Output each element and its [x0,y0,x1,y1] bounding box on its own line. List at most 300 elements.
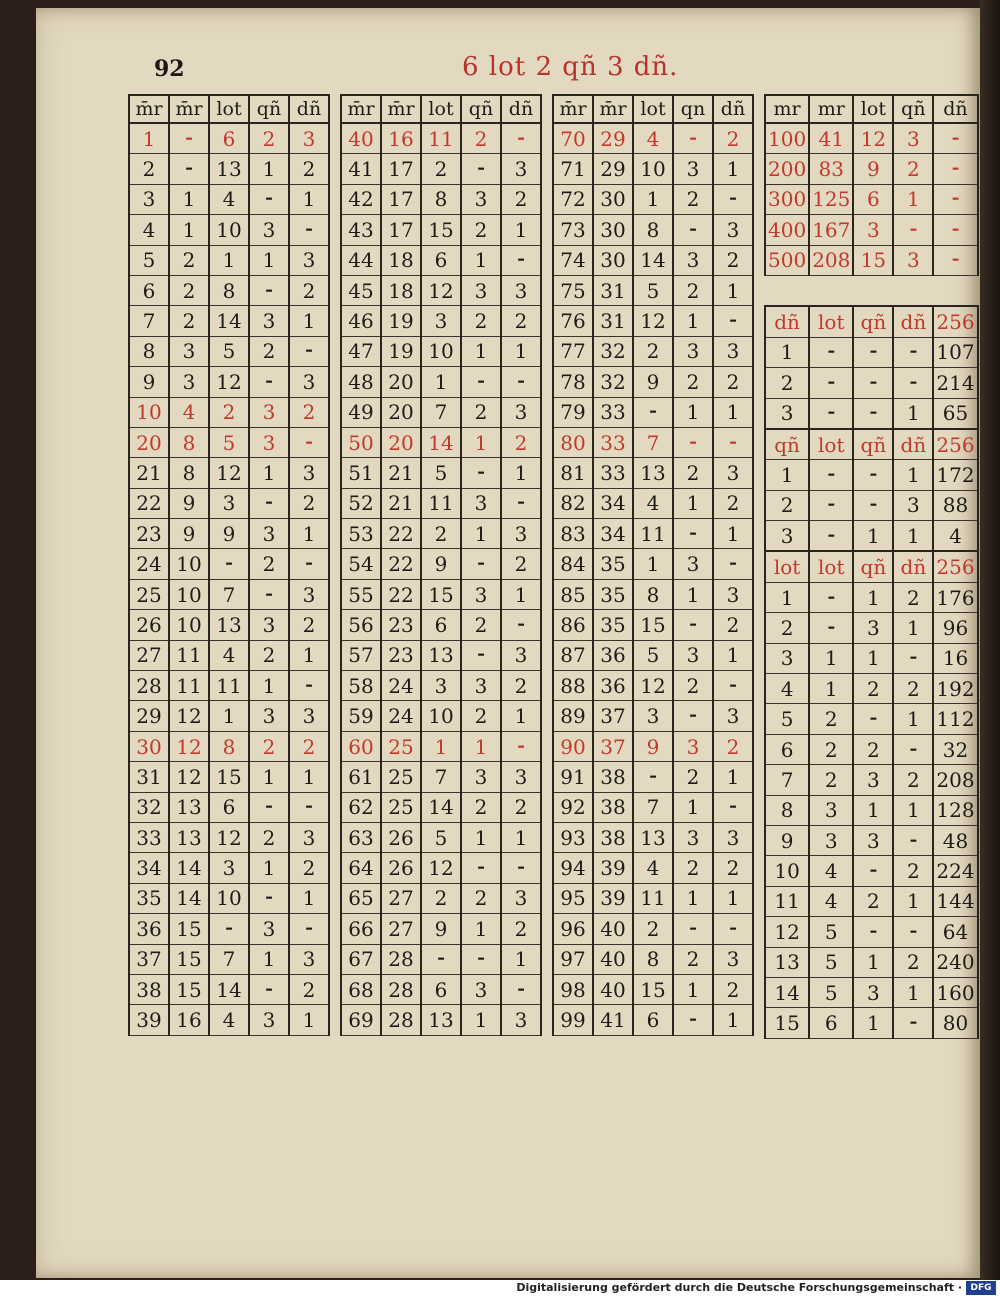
table-row [553,427,753,457]
table-cell: 1 [893,521,933,552]
table-cell: 3 [893,245,933,275]
table-cell: 2 [461,215,501,245]
table-cell: 4 [809,886,853,916]
table-row [765,368,978,398]
table-cell: 57 [341,640,381,670]
table-row [341,1005,541,1035]
table-cell: 62 [341,792,381,822]
table-row [341,610,541,640]
table-cell: 1 [713,883,753,913]
table-cell: 30 [593,215,633,245]
book-spine [980,0,1000,1280]
table-cell: 15 [853,245,893,275]
column-header: dñ [893,306,933,337]
table-cell: 1 [289,883,329,913]
table-row [553,701,753,731]
table-cell: 144 [933,886,977,916]
table-cell: 21 [381,488,421,518]
table-cell: 14 [209,306,249,336]
table-cell: 4 [169,397,209,427]
table-cell: ⁃ [933,184,977,214]
table-cell: 30 [593,184,633,214]
table-cell: 2 [129,154,169,184]
table-cell: ⁃ [673,427,713,457]
footer-bar [0,1280,1000,1296]
table-cell: 89 [553,701,593,731]
table-row [129,1005,329,1035]
table-cell: 2 [673,184,713,214]
table-row [341,427,541,457]
table-cell: 8 [169,458,209,488]
table-cell: 22 [381,549,421,579]
table-row [129,336,329,366]
table-cell: 86 [553,610,593,640]
table-cell: 2 [249,123,289,154]
column-header: qñ [853,551,893,582]
table-cell: 16 [381,123,421,154]
table-row [341,549,541,579]
table-cell: 21 [381,458,421,488]
column-header: lot [765,551,809,582]
table-cell: 1 [765,337,809,367]
table-row [341,397,541,427]
table-cell: 34 [593,488,633,518]
table-row [553,822,753,852]
table-cell: 2 [893,856,933,886]
table-cell: 3 [673,336,713,366]
table-cell: 80 [553,427,593,457]
table-cell: 1 [289,640,329,670]
table-cell: ⁃ [501,367,541,397]
table-cell: 100 [765,123,809,154]
table-cell: 39 [593,853,633,883]
table-cell: 1 [249,944,289,974]
table-cell: ⁃ [249,792,289,822]
table-cell: 44 [341,245,381,275]
table-cell: 8 [633,215,673,245]
table-row [341,245,541,275]
table-cell: 99 [553,1005,593,1035]
table-row [341,701,541,731]
table-row [765,795,978,825]
table-cell: 1 [501,458,541,488]
table-cell: 83 [809,154,853,184]
table-cell: 91 [553,762,593,792]
table-cell: 7 [421,762,461,792]
table-row [341,519,541,549]
table-cell: 3 [289,944,329,974]
table-cell: 2 [249,640,289,670]
table-cell: 7 [421,397,461,427]
table-row [553,519,753,549]
table-cell: 2 [421,519,461,549]
table-row [553,762,753,792]
table-cell: 2 [893,154,933,184]
table-cell: ⁃ [933,123,977,154]
table-cell: 33 [129,822,169,852]
table-cell: 39 [593,883,633,913]
table-cell: 128 [933,795,977,825]
table-cell: 95 [553,883,593,913]
table-cell: 1 [633,549,673,579]
table-cell: 37 [593,701,633,731]
table-cell: 1 [129,123,169,154]
table-cell: 18 [381,245,421,275]
table-cell: 2 [289,610,329,640]
table-row [129,215,329,245]
table-cell: ⁃ [289,792,329,822]
table-cell: 27 [381,914,421,944]
table-cell: 3 [289,245,329,275]
table-cell: 3 [853,825,893,855]
table-cell: 70 [553,123,593,154]
table-cell: 2 [893,765,933,795]
table-cell: 3 [461,275,501,305]
table-cell: 31 [593,306,633,336]
table-cell: 2 [461,306,501,336]
table-cell: 20 [129,427,169,457]
table-cell: 1 [461,1005,501,1035]
table-cell: ⁃ [289,671,329,701]
table-cell: 12 [169,701,209,731]
table-cell: 87 [553,640,593,670]
table-cell: 208 [809,245,853,275]
table-cell: 6 [809,1008,853,1038]
table-row [129,671,329,701]
table-cell: 36 [593,640,633,670]
table-cell: 1 [673,883,713,913]
table-cell: 26 [129,610,169,640]
table-cell: 9 [765,825,809,855]
table-cell: 75 [553,275,593,305]
table-row [341,974,541,1004]
table-cell: 10 [169,579,209,609]
table-cell: 1 [713,397,753,427]
table-cell: 4 [633,488,673,518]
table-cell: 3 [289,458,329,488]
table-cell: 7 [633,427,673,457]
table-cell: 3 [673,154,713,184]
table-cell: 15 [421,215,461,245]
table-row [129,792,329,822]
table-cell: 9 [169,488,209,518]
table-cell: 1 [289,1005,329,1035]
table-cell: 1 [713,275,753,305]
table-cell: 29 [593,154,633,184]
table-cell: 1 [713,519,753,549]
table-row [553,488,753,518]
table-cell: 167 [809,215,853,245]
table-cell: 29 [593,123,633,154]
table-cell: 12 [209,367,249,397]
table-cell: 5 [421,822,461,852]
running-head [0,52,1000,92]
table-cell: 24 [129,549,169,579]
table-cell: 16 [169,1005,209,1035]
table-cell: ⁃ [461,853,501,883]
table-row [129,762,329,792]
table-cell: 1 [893,398,933,429]
table-cell: 3 [713,458,753,488]
table-cell: 49 [341,397,381,427]
table-cell: ⁃ [501,488,541,518]
table-cell: 9 [853,154,893,184]
table-cell: 45 [341,275,381,305]
table-cell: 2 [713,610,753,640]
table-cell: ⁃ [501,731,541,761]
table-cell: 13 [633,822,673,852]
table-cell: 5 [765,704,809,734]
table-cell: 97 [553,944,593,974]
table-cell: ⁃ [289,336,329,366]
table-cell: 3 [501,397,541,427]
table-cell: 3 [461,762,501,792]
table-row [553,914,753,944]
table-cell: 84 [553,549,593,579]
table-cell: ⁃ [461,549,501,579]
table-row [553,123,753,154]
table-cell: 2 [501,914,541,944]
table-row [765,674,978,704]
table-row [129,701,329,731]
table-cell: ⁃ [853,917,893,947]
page-number: 92 [154,56,185,82]
table-cell: 63 [341,822,381,852]
table-cell: 3 [893,123,933,154]
table-cell: 31 [129,762,169,792]
table-cell: 1 [289,184,329,214]
table-cell: ⁃ [289,549,329,579]
table-cell: ⁃ [209,549,249,579]
table-cell: 4 [633,123,673,154]
table-cell: ⁃ [673,610,713,640]
table-row [765,917,978,947]
table-header-row [765,95,978,123]
table-cell: ⁃ [853,460,893,490]
table-cell: ⁃ [893,825,933,855]
table-cell: 2 [421,883,461,913]
table-cell: 1 [713,1005,753,1035]
column-header: qñ [461,95,501,123]
column-header: lot [809,551,853,582]
table-row [765,398,978,429]
table-row [553,640,753,670]
table-cell: 37 [129,944,169,974]
table-cell: 3 [713,336,753,366]
table-cell: 2 [501,184,541,214]
table-cell: 38 [129,974,169,1004]
table-cell: ⁃ [933,215,977,245]
table-cell: 11 [209,671,249,701]
table-cell: 3 [673,731,713,761]
table-cell: 2 [249,822,289,852]
column-header: dñ [713,95,753,123]
table-cell: 71 [553,154,593,184]
table-cell: 1 [501,215,541,245]
table-cell: 8 [633,579,673,609]
table-cell: 208 [933,765,977,795]
table-cell: ⁃ [809,521,853,552]
table-cell: 1 [461,914,501,944]
table-cell: 7 [129,306,169,336]
table-cell: ⁃ [673,519,713,549]
table-cell: 40 [593,974,633,1004]
table-cell: 1 [893,184,933,214]
table-cell: 20 [381,397,421,427]
table-cell: 2 [809,765,853,795]
table-cell: 41 [809,123,853,154]
table-cell: 3 [461,184,501,214]
table-row [765,521,978,552]
table-cell: 2 [289,488,329,518]
column-header: lot [809,429,853,460]
table-cell: 2 [893,674,933,704]
column-header: 256 [933,551,977,582]
column-header: m̄r [129,95,169,123]
table-cell: 1 [461,731,501,761]
column-header: lot [853,95,893,123]
table-cell: 1 [893,704,933,734]
table-cell: 2 [501,427,541,457]
table-cell: ⁃ [249,488,289,518]
table-cell: 3 [289,579,329,609]
table-cell: ⁃ [461,944,501,974]
table-cell: 10 [765,856,809,886]
table-cell: 3 [853,765,893,795]
table-cell: 1 [633,184,673,214]
table-cell: 11 [421,488,461,518]
table-cell: 64 [341,853,381,883]
table-cell: 15 [765,1008,809,1038]
table-row [129,974,329,1004]
table-row [553,610,753,640]
table-row [765,1008,978,1038]
column-header: dñ [765,306,809,337]
column-header: 256 [933,429,977,460]
table-cell: ⁃ [501,853,541,883]
column-header: mr [765,95,809,123]
table-gap [765,275,978,306]
table-row [765,245,978,275]
table-cell: 28 [381,944,421,974]
table-cell: 53 [341,519,381,549]
conversion-table-4 [764,94,979,1039]
table-cell: ⁃ [249,275,289,305]
table-cell: 32 [129,792,169,822]
table-cell: 15 [169,914,209,944]
table-row [129,184,329,214]
table-cell: 13 [421,640,461,670]
table-cell: 66 [341,914,381,944]
table-cell: 2 [853,734,893,764]
table-cell: 3 [809,825,853,855]
table-cell: 2 [461,883,501,913]
table-cell: 3 [501,640,541,670]
table-cell: 30 [129,731,169,761]
table-cell: 77 [553,336,593,366]
table-cell: 2 [461,123,501,154]
table-cell: 1 [461,245,501,275]
table-row [765,490,978,520]
table-cell: 11 [421,123,461,154]
table-cell: 14 [209,974,249,1004]
table-cell: 400 [765,215,809,245]
table-cell: 9 [421,549,461,579]
table-cell: 1 [421,731,461,761]
table-cell: 4 [765,674,809,704]
table-cell: ⁃ [673,1005,713,1035]
table-cell: 34 [593,519,633,549]
table-cell: 35 [593,549,633,579]
table-cell: 28 [381,1005,421,1035]
table-cell: 22 [381,519,421,549]
table-row [765,154,978,184]
table-cell: 1 [289,762,329,792]
table-cell: 39 [129,1005,169,1035]
table-cell: 25 [381,762,421,792]
table-cell: 1 [289,519,329,549]
table-cell: 14 [169,853,209,883]
table-cell: 3 [713,215,753,245]
table-row [553,853,753,883]
table-cell: ⁃ [289,427,329,457]
table-cell: ⁃ [853,490,893,520]
table-cell: 2 [249,549,289,579]
table-cell: 14 [633,245,673,275]
table-cell: 36 [129,914,169,944]
table-cell: 25 [129,579,169,609]
table-cell: 22 [129,488,169,518]
table-cell: 3 [853,613,893,643]
column-header: lot [809,306,853,337]
table-row [129,306,329,336]
table-cell: ⁃ [501,974,541,1004]
table-cell: 1 [249,458,289,488]
table-row [553,549,753,579]
table-cell: ⁃ [713,549,753,579]
table-cell: 3 [633,701,673,731]
table-cell: 1 [501,944,541,974]
table-row [765,947,978,977]
dfg-logo: DFG [966,1281,996,1295]
table-cell: 9 [633,367,673,397]
table-cell: ⁃ [933,245,977,275]
table-cell: 6 [633,1005,673,1035]
table-cell: 64 [933,917,977,947]
conversion-table-3 [552,94,754,1036]
table-cell: 8 [209,275,249,305]
table-cell: 3 [673,640,713,670]
table-cell: 21 [129,458,169,488]
table-cell: 26 [381,822,421,852]
table-cell: 3 [249,610,289,640]
table-cell: 1 [209,245,249,275]
table-cell: ⁃ [893,734,933,764]
table-cell: 2 [289,974,329,1004]
table-cell: 96 [933,613,977,643]
table-cell: 65 [933,398,977,429]
table-cell: 60 [341,731,381,761]
table-cell: 1 [853,521,893,552]
table-cell: ⁃ [249,883,289,913]
table-row [341,306,541,336]
table-cell: 1 [673,306,713,336]
table-cell: 9 [421,914,461,944]
table-cell: 3 [421,306,461,336]
table-cell: 3 [501,762,541,792]
table-row [341,367,541,397]
table-cell: ⁃ [809,582,853,612]
